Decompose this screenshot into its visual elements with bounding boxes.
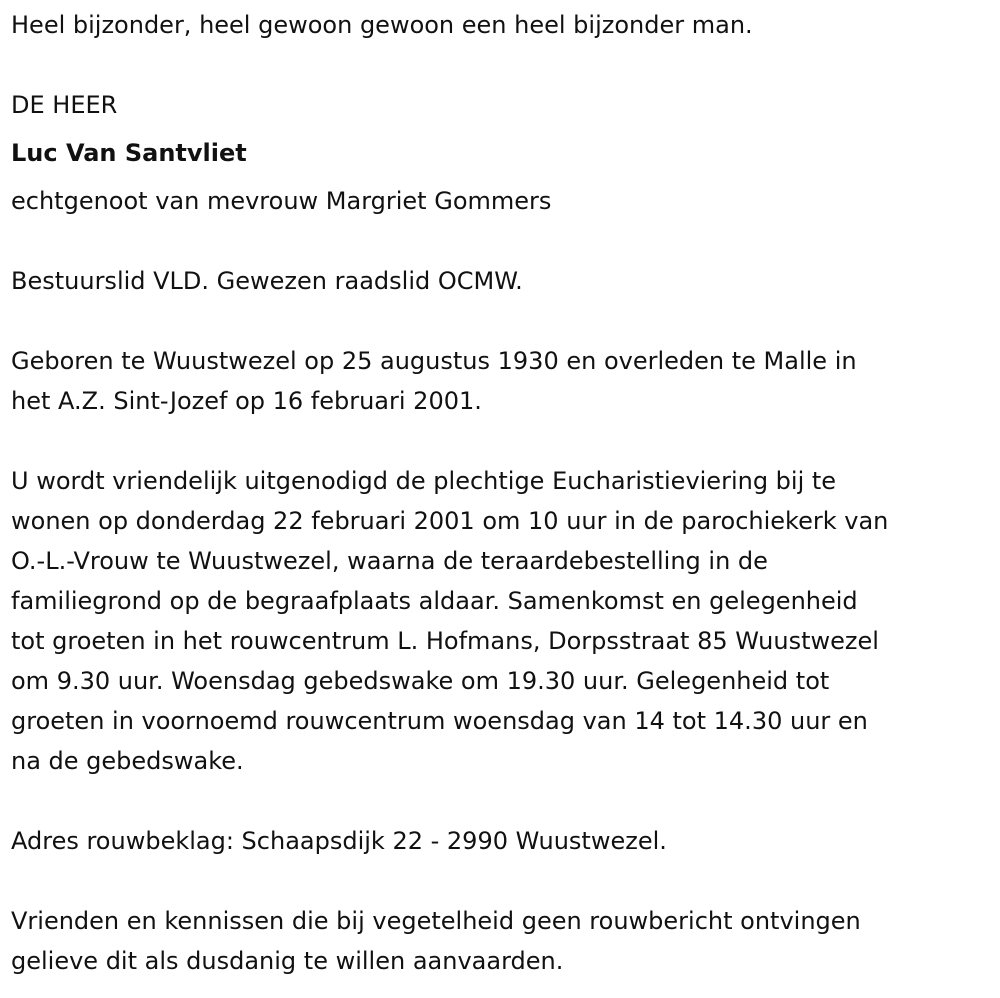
ceremony-line: wonen op donderdag 22 februari 2001 om 10 uur in de parochiekerk van [11,507,889,535]
deceased-name: Luc Van Santvliet [11,139,247,167]
spouse: echtgenoot van mevrouw Margriet Gommers [11,187,552,215]
roles: Bestuurslid VLD. Gewezen raadslid OCMW. [11,267,523,295]
motto: Heel bijzonder, heel gewoon gewoon een heel bijzonder man. [11,11,753,39]
closing-line: Vrienden en kennissen die bij vegetelheid geen rouwbericht ontvingen [11,907,861,935]
birth-death-line: het A.Z. Sint-Jozef op 16 februari 2001. [11,387,482,415]
ceremony-line: na de gebedswake. [11,747,244,775]
birth-death-line: Geboren te Wuustwezel op 25 augustus 1930 en overleden te Malle in [11,347,857,375]
address: Adres rouwbeklag: Schaapsdijk 22 - 2990 Wuustwezel. [11,827,667,855]
ceremony-line: U wordt vriendelijk uitgenodigd de plechtige Eucharistieviering bij te [11,467,837,495]
ceremony-line: groeten in voornoemd rouwcentrum woensdag van 14 tot 14.30 uur en [11,707,868,735]
ceremony-line: familiegrond op de begraafplaats aldaar. Samenkomst en gelegenheid [11,587,858,615]
ceremony-line: om 9.30 uur. Woensdag gebedswake om 19.30 uur. Gelegenheid tot [11,667,830,695]
closing-line: gelieve dit als dusdanig te willen aanvaarden. [11,947,564,975]
ceremony-line: O.-L.-Vrouw te Wuustwezel, waarna de teraardebestelling in de [11,547,768,575]
ceremony-line: tot groeten in het rouwcentrum L. Hofmans, Dorpsstraat 85 Wuustwezel [11,627,879,655]
title: DE HEER [11,91,118,119]
